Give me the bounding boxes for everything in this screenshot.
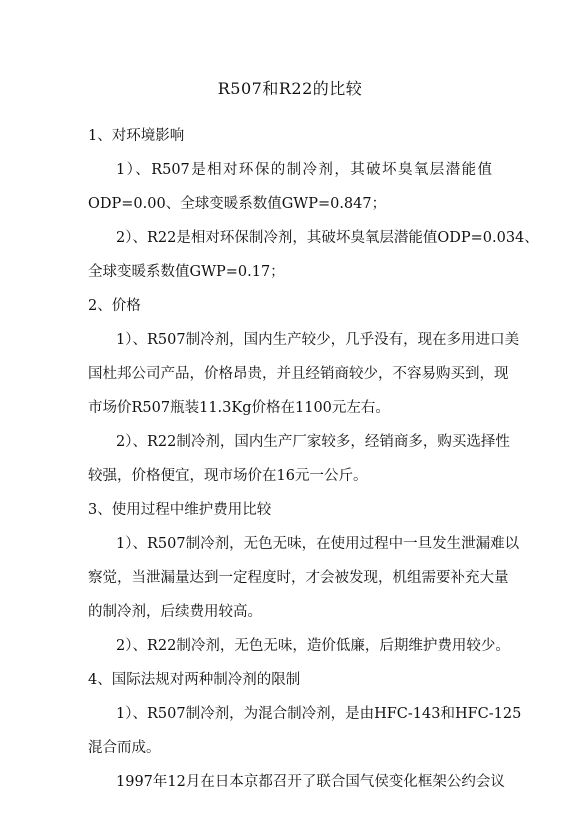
paragraph-line: 1）、R507制冷剂，无色无味，在使用过程中一旦发生泄漏难以	[116, 536, 520, 552]
paragraph-line: 1）、R507制冷剂，为混合制冷剂，是由HFC-143和HFC-125	[116, 706, 522, 722]
section-heading-price: 2、价格	[88, 298, 141, 314]
section-heading-regulations: 4、国际法规对两种制冷剂的限制	[88, 672, 301, 688]
paragraph-line: 察觉，当泄漏量达到一定程度时，才会被发现，机组需要补充大量	[88, 570, 509, 586]
paragraph-line: 较强，价格便宜，现市场价在16元一公斤。	[88, 468, 368, 484]
section-heading-environment: 1、对环境影响	[88, 128, 185, 144]
paragraph-line: 全球变暖系数值GWP=0.17；	[88, 264, 285, 280]
paragraph-line: 2）、R22制冷剂，国内生产厂家较多，经销商多，购买选择性	[116, 434, 510, 450]
paragraph-line: 2）、R22制冷剂，无色无味，造价低廉，后期维护费用较少。	[116, 638, 510, 654]
paragraph-line: 1）、R507是相对环保的制冷剂，其破坏臭氧层潜能值	[116, 162, 492, 178]
document-title: R507和R22的比较	[217, 79, 363, 98]
paragraph-line: 1）、R507制冷剂，国内生产较少，几乎没有，现在多用进口美	[116, 332, 520, 348]
paragraph-line: 混合而成。	[88, 740, 161, 756]
paragraph-line: ODP=0.00、全球变暖系数值GWP=0.847；	[88, 196, 387, 212]
section-heading-maintenance: 3、使用过程中维护费用比较	[88, 502, 272, 518]
paragraph-line: 市场价R507瓶装11.3Kg价格在1100元左右。	[88, 400, 390, 416]
paragraph-line: 国杜邦公司产品，价格昂贵，并且经销商较少，不容易购买到，现	[88, 366, 509, 382]
paragraph-line: 1997年12月在日本京都召开了联合国气侯变化框架公约会议	[116, 774, 505, 790]
paragraph-line: 2）、R22是相对环保制冷剂，其破坏臭氧层潜能值ODP=0.034、	[116, 230, 539, 246]
paragraph-line: 的制冷剂，后续费用较高。	[88, 604, 262, 620]
